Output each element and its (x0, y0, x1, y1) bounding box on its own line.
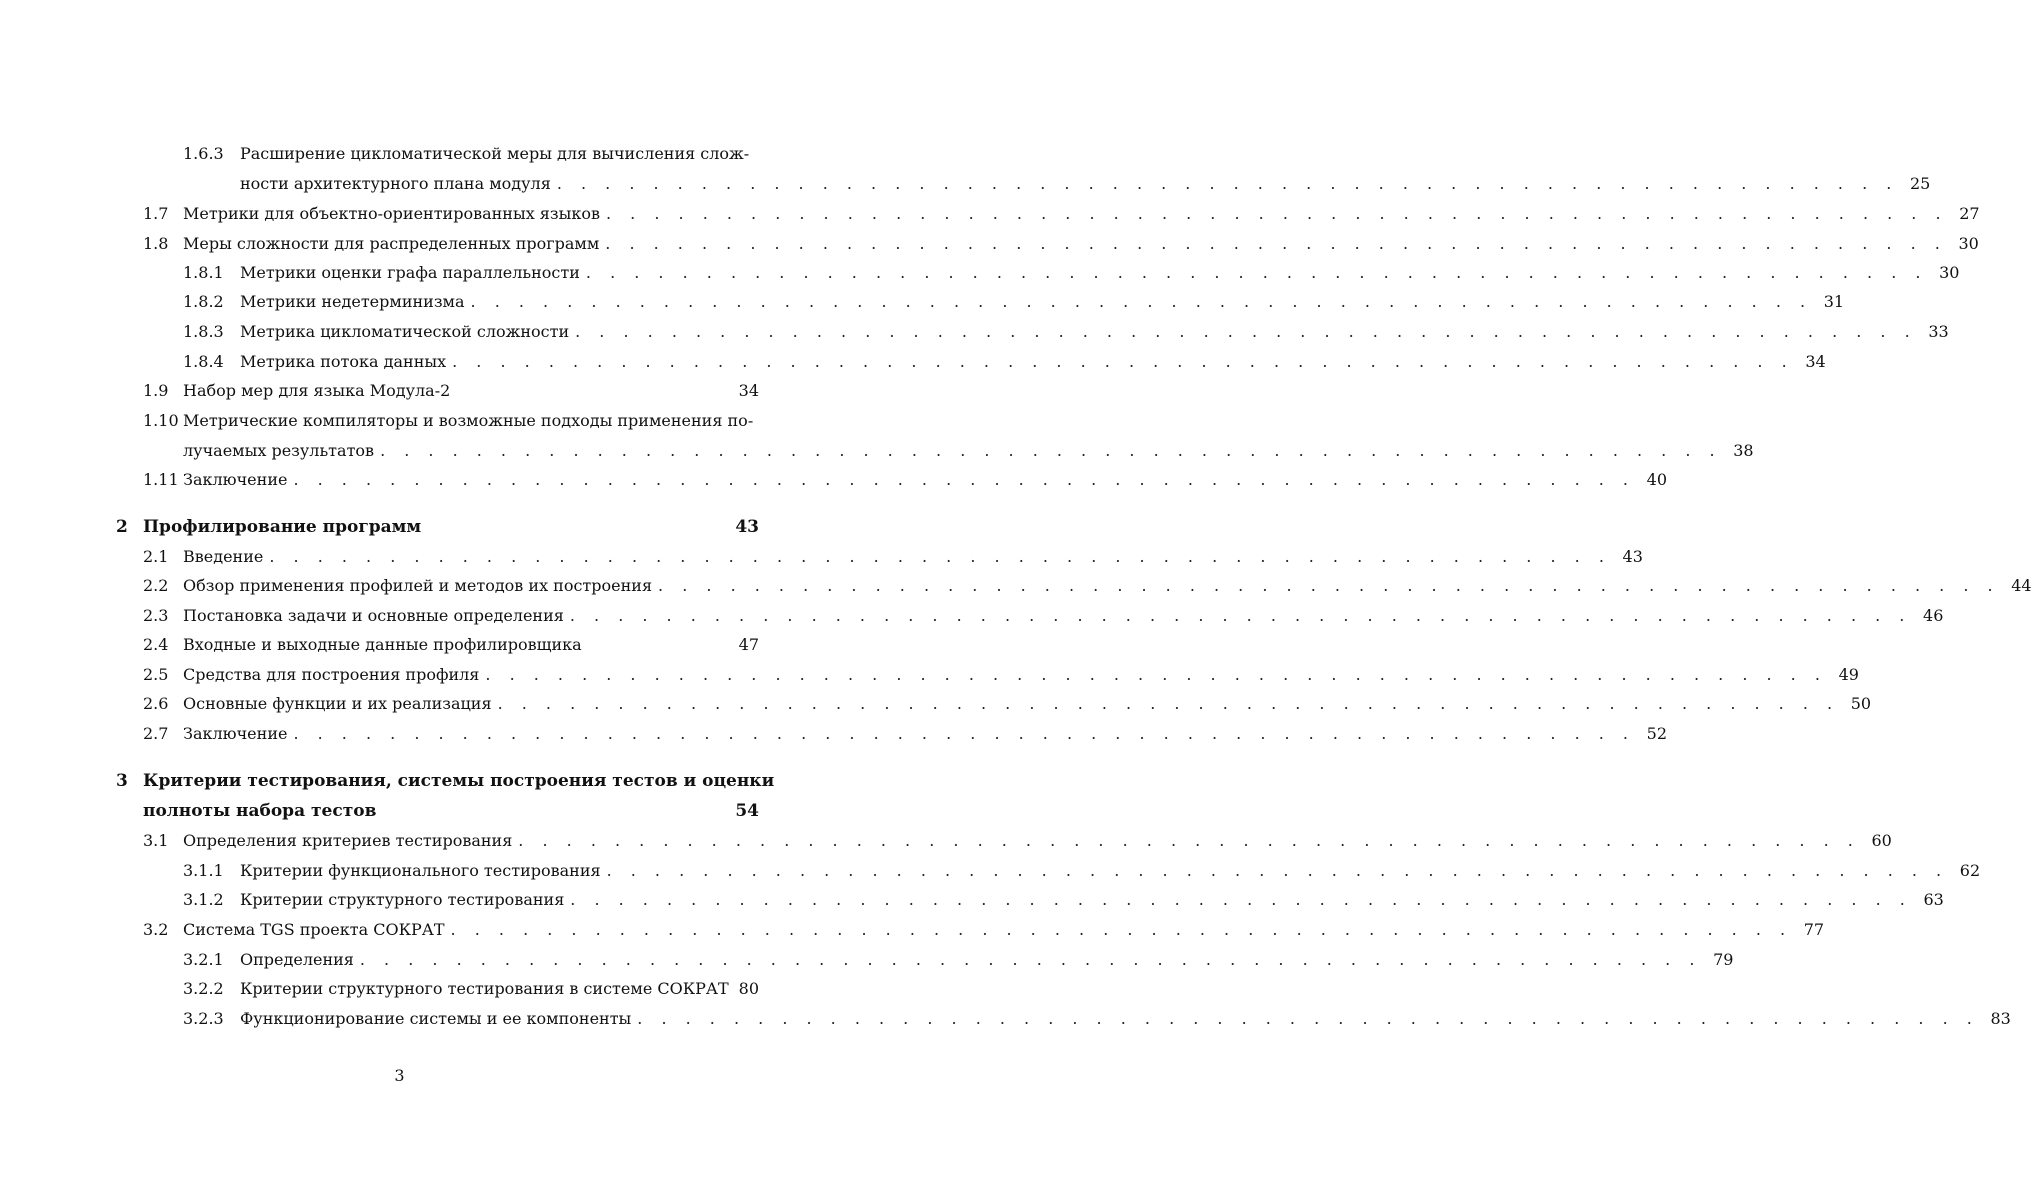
chapter-page: 54 (735, 801, 759, 821)
leader-dots: . . . . . . . . . . . . . . . . . . . . . . . . . . . . . . . . . . . . . . . . . . . . . . . . . . . . . . . . (518, 831, 1860, 850)
entry-title: Метрики недетерминизма (240, 292, 465, 311)
toc-entry-1-10-cont[interactable] (183, 437, 1754, 465)
leader-dots: . . . . . . . . . . . . . . . . . . . . . . . . . . . . . . . . . . . . . . . . . . . . . . . . . . . . . . . . (293, 724, 1635, 743)
entry-number: 2.5 (143, 665, 169, 684)
toc-entry-1-11[interactable] (143, 466, 1667, 494)
entry-title: Набор мер для языка Модула-2 (183, 381, 451, 400)
toc-entry-3-1[interactable] (143, 827, 1892, 855)
entry-page: 25 (1910, 174, 1931, 193)
entry-number: 1.8.4 (183, 352, 224, 371)
entry-title-cont: лучаемых результатов (183, 441, 375, 460)
toc-entry-2-4[interactable] (143, 631, 759, 659)
leader-dots: . . . . . . . . . . . . . . . . . . . . . . . . . . . . . . . . . . . . . . . . . . . . . . . . . . . . . . . . (497, 694, 1840, 713)
leader-dots: . . . . . . . . . . . . . . . . . . . . . . . . . . . . . . . . . . . . . . . . . . . . . . . . . . . . . . . . (606, 204, 1948, 223)
entry-number: 2.7 (143, 724, 169, 743)
entry-page: 46 (1923, 606, 1944, 625)
toc-entry-1-9[interactable] (143, 377, 759, 405)
toc-chapter-2[interactable] (116, 513, 759, 541)
chapter-number: 3 (116, 771, 128, 791)
entry-page: 34 (1805, 352, 1826, 371)
leader-dots: . . . . . . . . . . . . . . . . . . . . . . . . . . . . . . . . . . . . . . . . . . . . . . . . . . . . . . . . (470, 292, 1813, 311)
entry-title: Заключение (183, 470, 288, 489)
entry-page: 62 (1959, 861, 1981, 880)
chapter-page: 43 (735, 517, 759, 537)
entry-title: Метрические компиляторы и возможные подходы применения по- (183, 411, 754, 430)
toc-entry-1-7[interactable] (143, 200, 1980, 228)
toc-entry-3-2-1[interactable] (183, 946, 1734, 974)
entry-number: 3.2.1 (183, 950, 224, 969)
entry-number: 1.9 (143, 381, 169, 400)
entry-title: Введение (183, 547, 264, 566)
toc-entry-3-1-1[interactable] (183, 857, 1981, 885)
entry-number: 1.7 (143, 204, 169, 223)
toc-chapter-3-cont[interactable] (143, 797, 759, 825)
entry-title: Критерии структурного тестирования в системе СОКРАТ (240, 979, 729, 998)
entry-number: 1.8.1 (183, 263, 224, 282)
entry-number: 3.2.2 (183, 979, 224, 998)
leader-dots: . . . . . . . . . . . . . . . . . . . . . . . . . . . . . . . . . . . . . . . . . . . . . . . . . . . . . . . . (575, 322, 1917, 341)
entry-number: 1.6.3 (183, 144, 224, 163)
entry-number: 3.2.3 (183, 1009, 224, 1028)
entry-page: 30 (1958, 234, 1979, 253)
entry-number: 1.10 (143, 411, 179, 430)
entry-number: 1.8.2 (183, 292, 224, 311)
entry-page: 47 (738, 635, 759, 654)
toc-entry-2-1[interactable] (143, 543, 1643, 571)
entry-page: 27 (1959, 204, 1980, 223)
entry-title: Меры сложности для распределенных программ (183, 234, 600, 253)
entry-number: 2.2 (143, 576, 169, 595)
leader-dots: . . . . . . . . . . . . . . . . . . . . . . . . . . . . . . . . . . . . . . . . . . . . . . . . . . . . . . . . (569, 606, 1912, 625)
entry-title: Функционирование системы и ее компоненты (240, 1009, 632, 1028)
entry-number: 1.8 (143, 234, 169, 253)
toc-entry-2-2[interactable] (143, 572, 2032, 600)
entry-page: 80 (738, 979, 759, 998)
entry-number: 2.1 (143, 547, 169, 566)
toc-entry-3-1-2[interactable] (183, 886, 1944, 914)
toc-entry-2-7[interactable] (143, 720, 1667, 748)
entry-number: 2.4 (143, 635, 169, 654)
leader-dots: . . . . . . . . . . . . . . . . . . . . . . . . . . . . . . . . . . . . . . . . . . . . . . . . . . . . . . . . (585, 263, 1928, 282)
leader-dots: . . . . . . . . . . . . . . . . . . . . . . . . . . . . . . . . . . . . . . . . . . . . . . . . . . . . . . . . (269, 547, 1611, 566)
toc-entry-2-5[interactable] (143, 661, 1859, 689)
toc-entry-3-2-3[interactable] (183, 1005, 2011, 1033)
entry-page: 83 (1990, 1009, 2011, 1028)
leader-dots: . . . . . . . . . . . . . . . . . . . . . . . . . . . . . . . . . . . . . . . . . . . . . . . . . . . . . . . . (485, 665, 1827, 684)
entry-title-cont: ности архитектурного плана модуля (240, 174, 551, 193)
toc-entry-1-10[interactable] (143, 407, 759, 435)
leader-dots: . . . . . . . . . . . . . . . . . . . . . . . . . . . . . . . . . . . . . . . . . . . . . . . . . . . . . . . . (556, 174, 1899, 193)
leader-dots: . . . . . . . . . . . . . . . . . . . . . . . . . . . . . . . . . . . . . . . . . . . . . . . . . . . . . . . . (658, 576, 2000, 595)
entry-page: 33 (1928, 322, 1949, 341)
entry-page: 50 (1850, 694, 1872, 713)
leader-dots: . . . . . . . . . . . . . . . . . . . . . . . . . . . . . . . . . . . . . . . . . . . . . . . . . . . . . . . . (380, 441, 1722, 460)
entry-title: Определения критериев тестирования (183, 831, 513, 850)
toc-entry-1-8-2[interactable] (183, 288, 1845, 316)
leader-dots: . . . . . . . . . . . . . . . . . . . . . . . . . . . . . . . . . . . . . . . . . . . . . . . . . . . . . . . . (293, 470, 1635, 489)
leader-dots: . . . . . . . . . . . . . . . . . . . . . . . . . . . . . . . . . . . . . . . . . . . . . . . . . . . . . . . . (359, 950, 1702, 969)
chapter-number: 2 (116, 517, 128, 537)
entry-number: 1.11 (143, 470, 179, 489)
entry-page: 44 (2011, 576, 2032, 595)
entry-page: 38 (1733, 441, 1754, 460)
leader-dots: . . . . . . . . . . . . . . . . . . . . . . . . . . . . . . . . . . . . . . . . . . . . . . . . . . . . . . . . (605, 234, 1947, 253)
entry-title: Расширение цикломатической меры для вычисления слож- (240, 144, 750, 163)
toc-entry-3-2[interactable] (143, 916, 1825, 944)
entry-title: Входные и выходные данные профилировщика (183, 635, 582, 654)
entry-title: Обзор применения профилей и методов их построения (183, 576, 653, 595)
chapter-title-cont: полноты набора тестов (143, 801, 377, 821)
entry-title: Метрики для объектно-ориентированных языков (183, 204, 600, 223)
entry-title: Метрика потока данных (240, 352, 447, 371)
toc-entry-3-2-2[interactable] (183, 975, 759, 1003)
toc-entry-1-8[interactable] (143, 230, 1979, 258)
entry-page: 43 (1622, 547, 1643, 566)
entry-number: 3.1.2 (183, 890, 224, 909)
toc-entry-2-3[interactable] (143, 602, 1944, 630)
entry-number: 3.2 (143, 920, 169, 939)
entry-number: 3.1.1 (183, 861, 224, 880)
entry-page: 34 (738, 381, 759, 400)
entry-page: 77 (1803, 920, 1825, 939)
leader-dots: . . . . . . . . . . . . . . . . . . . . . . . . . . . . . . . . . . . . . . . . . . . . . . . . . . . . . . . . (452, 352, 1794, 371)
page-number: 3 (394, 1066, 405, 1085)
entry-title: Метрика цикломатической сложности (240, 322, 570, 341)
entry-page: 52 (1646, 724, 1667, 743)
entry-page: 49 (1838, 665, 1859, 684)
toc-entry-1-8-4[interactable] (183, 348, 1826, 376)
entry-title: Основные функции и их реализация (183, 694, 492, 713)
entry-title: Заключение (183, 724, 288, 743)
entry-title: Критерии функционального тестирования (240, 861, 601, 880)
entry-title: Постановка задачи и основные определения (183, 606, 564, 625)
leader-dots: . . . . . . . . . . . . . . . . . . . . . . . . . . . . . . . . . . . . . . . . . . . . . . . . . . . . . . . . (450, 920, 1793, 939)
chapter-title: Критерии тестирования, системы построения тестов и оценки (143, 771, 775, 791)
entry-page: 40 (1646, 470, 1667, 489)
leader-dots: . . . . . . . . . . . . . . . . . . . . . . . . . . . . . . . . . . . . . . . . . . . . . . . . . . . . . . . . (637, 1009, 1979, 1028)
entry-title: Критерии структурного тестирования (240, 890, 565, 909)
toc-entry-2-6[interactable] (143, 690, 1872, 718)
entry-title: Метрики оценки графа параллельности (240, 263, 580, 282)
entry-page: 60 (1871, 831, 1892, 850)
entry-number: 3.1 (143, 831, 169, 850)
entry-page: 31 (1823, 292, 1845, 311)
entry-number: 2.6 (143, 694, 169, 713)
toc-entry-1-8-1[interactable] (183, 259, 1960, 287)
entry-page: 63 (1923, 890, 1944, 909)
chapter-title: Профилирование программ (143, 517, 422, 537)
entry-number: 2.3 (143, 606, 169, 625)
toc-entry-1-6-3[interactable] (183, 140, 759, 168)
leader-dots: . . . . . . . . . . . . . . . . . . . . . . . . . . . . . . . . . . . . . . . . . . . . . . . . . . . . . . . . (570, 890, 1912, 909)
entry-title: Средства для построения профиля (183, 665, 480, 684)
entry-number: 1.8.3 (183, 322, 224, 341)
toc-entry-1-6-3-cont[interactable] (240, 170, 1931, 198)
entry-page: 30 (1939, 263, 1960, 282)
toc-entry-1-8-3[interactable] (183, 318, 1949, 346)
entry-title: Определения (240, 950, 354, 969)
entry-title: Система TGS проекта СОКРАТ (183, 920, 445, 939)
leader-dots: . . . . . . . . . . . . . . . . . . . . . . . . . . . . . . . . . . . . . . . . . . . . . . . . . . . . . . . . (606, 861, 1949, 880)
entry-page: 79 (1713, 950, 1734, 969)
toc-chapter-3[interactable] (116, 767, 775, 795)
